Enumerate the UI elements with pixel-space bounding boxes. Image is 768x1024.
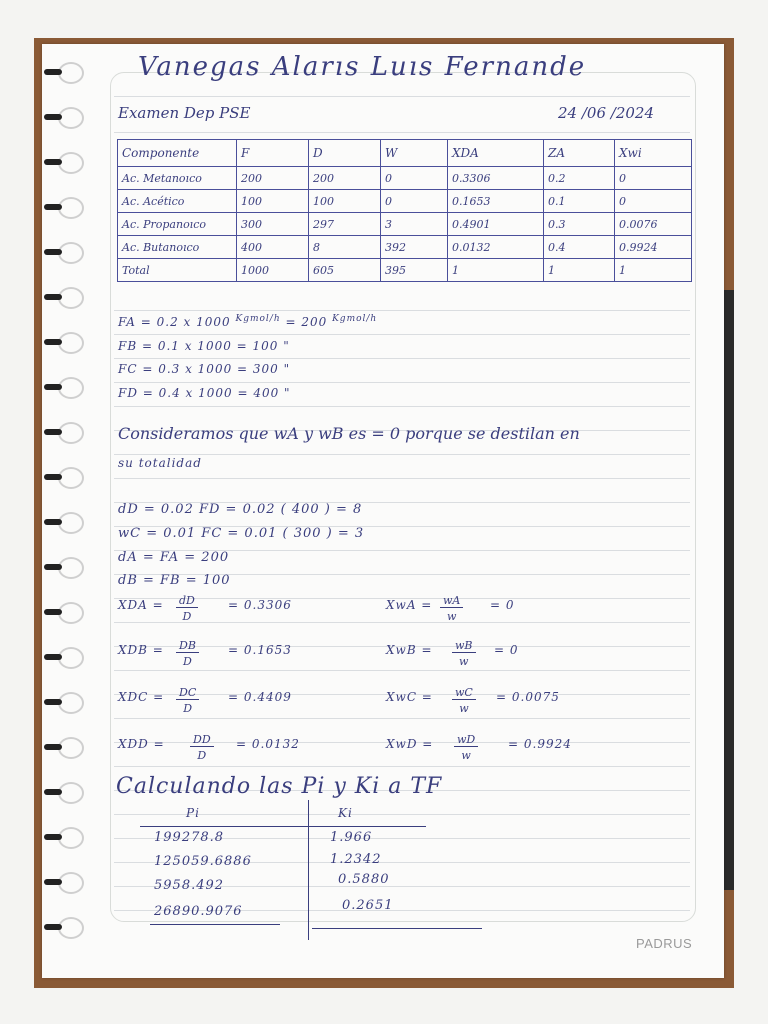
fraction-numerator: DB — [176, 639, 199, 653]
table-cell: 395 — [381, 259, 448, 282]
ki-value: 1.2342 — [330, 852, 382, 867]
binding-ring — [58, 872, 84, 894]
flow-fd: FD = 0.4 x 1000 = 400 " — [118, 386, 291, 400]
binding-ring — [58, 602, 84, 624]
table-cell: 1 — [448, 259, 544, 282]
table-cell: 8 — [309, 236, 381, 259]
table-row — [118, 190, 692, 213]
fraction — [190, 733, 214, 762]
table-cell: 0.3306 — [448, 167, 544, 190]
table-cell: 605 — [309, 259, 381, 282]
fraction — [176, 594, 198, 623]
table-cell: Ac. Propanoıco — [118, 213, 237, 236]
fraction-denominator: D — [183, 655, 192, 668]
fraction-label: XwD = — [386, 737, 434, 751]
spiral-binding — [40, 52, 90, 962]
fraction-numerator: DD — [190, 733, 214, 747]
flow-fa-eq: = 200 — [285, 315, 328, 329]
fraction-value: = 0.0075 — [496, 690, 560, 704]
fraction-value: = 0.1653 — [228, 643, 292, 657]
binding-ring — [58, 377, 84, 399]
binding-ring — [58, 62, 84, 84]
fraction-label: XwB = — [386, 643, 433, 657]
fraction-value: = 0 — [494, 643, 519, 657]
fraction-label: XwC = — [386, 690, 433, 704]
table-cell: 1 — [544, 259, 615, 282]
table-cell: 0.4901 — [448, 213, 544, 236]
consideration-line-1: Consideramos que wA y wB es = 0 porque se destilan en — [118, 424, 580, 443]
student-name: Vanegas Alarıs Luıs Fernande — [138, 52, 587, 82]
table-cell: 100 — [309, 190, 381, 213]
header-underline — [140, 826, 426, 827]
table-cell: 0.9924 — [615, 236, 692, 259]
fraction — [452, 686, 476, 715]
fraction-numerator: dD — [176, 594, 198, 608]
binding-ring — [58, 737, 84, 759]
calc-da: dA = FA = 200 — [118, 550, 230, 565]
fraction-denominator: D — [197, 749, 207, 762]
table-header-cell: W — [381, 140, 448, 167]
table-header-cell: ZA — [544, 140, 615, 167]
pi-value: 26890.9076 — [154, 904, 243, 919]
binding-ring — [58, 242, 84, 264]
table-cell: 0 — [381, 167, 448, 190]
fraction-numerator: DC — [176, 686, 199, 700]
notebook-brand-logo: PADRUS — [636, 936, 693, 951]
fraction — [440, 594, 463, 623]
binding-ring — [58, 107, 84, 129]
table-cell: Ac. Acético — [118, 190, 237, 213]
fraction-value: = 0.3306 — [228, 598, 292, 612]
exam-title: Examen Dep PSE — [118, 104, 251, 122]
fraction-numerator: wD — [454, 733, 478, 747]
binding-ring — [58, 557, 84, 579]
fraction-denominator: D — [183, 702, 193, 715]
table-header-cell: XDA — [448, 140, 544, 167]
table-cell: 0.2 — [544, 167, 615, 190]
composition-table — [117, 139, 692, 282]
flow-fa-left: FA = 0.2 x 1000 — [118, 315, 231, 329]
table-cell: 0 — [615, 167, 692, 190]
fraction-label: XDB = — [118, 643, 164, 657]
binding-ring — [58, 467, 84, 489]
table-header-row — [118, 140, 692, 167]
table-header-cell: F — [237, 140, 309, 167]
column-divider — [308, 800, 309, 940]
bottom-underline — [150, 924, 280, 925]
table-row — [118, 167, 692, 190]
fraction-denominator: w — [459, 702, 469, 715]
table-cell: 0.4 — [544, 236, 615, 259]
binding-ring — [58, 197, 84, 219]
fraction-denominator: w — [446, 610, 457, 623]
binding-ring — [58, 647, 84, 669]
table-cell: 297 — [309, 213, 381, 236]
table-cell: 400 — [237, 236, 309, 259]
fraction-label: XDC = — [118, 690, 165, 704]
binding-ring — [58, 782, 84, 804]
table-cell: Ac. Metanoıco — [118, 167, 237, 190]
table-cell: 200 — [309, 167, 381, 190]
bottom-underline — [312, 928, 482, 929]
fraction-numerator: wA — [440, 594, 463, 608]
calc-db: dB = FB = 100 — [118, 573, 231, 588]
binding-ring — [58, 917, 84, 939]
table-cell: 0.0132 — [448, 236, 544, 259]
binding-ring — [58, 332, 84, 354]
table-cell: Ac. Butanoıco — [118, 236, 237, 259]
consideration-line-2: su totalidad — [118, 456, 202, 470]
calc-wc: wC = 0.01 FC = 0.01 ( 300 ) = 3 — [118, 526, 365, 541]
ki-value: 0.2651 — [342, 898, 394, 913]
binding-ring — [58, 692, 84, 714]
binding-ring — [58, 287, 84, 309]
table-cell: 1000 — [237, 259, 309, 282]
table-header-cell: Componente — [118, 140, 237, 167]
fraction-numerator: wB — [452, 639, 476, 653]
table-header-cell: D — [309, 140, 381, 167]
fraction — [452, 639, 476, 668]
ki-header: Ki — [338, 806, 353, 820]
calc-dd: dD = 0.02 FD = 0.02 ( 400 ) = 8 — [118, 502, 363, 517]
fraction-denominator: w — [461, 749, 471, 762]
fraction-value: = 0 — [490, 598, 515, 612]
table-cell: 0.1653 — [448, 190, 544, 213]
ki-value: 1.966 — [330, 830, 373, 845]
fraction-value: = 0.0132 — [236, 737, 300, 751]
flow-fa — [118, 314, 377, 329]
table-cell: 392 — [381, 236, 448, 259]
table-row — [118, 213, 692, 236]
fraction-label: XDD = — [118, 737, 165, 751]
table-cell: 0.0076 — [615, 213, 692, 236]
binding-ring — [58, 512, 84, 534]
pi-value: 125059.6886 — [154, 854, 252, 869]
flow-fa-unit: Kgmol/h — [235, 314, 281, 324]
table-header-cell: Xwi — [615, 140, 692, 167]
table-cell: 100 — [237, 190, 309, 213]
fraction — [176, 686, 199, 715]
fraction — [176, 639, 199, 668]
table-cell: 0.3 — [544, 213, 615, 236]
fraction — [454, 733, 478, 762]
pi-value: 5958.492 — [154, 878, 225, 893]
table-cell: Total — [118, 259, 237, 282]
pi-value: 199278.8 — [154, 830, 225, 845]
binding-ring — [58, 422, 84, 444]
table-cell: 0 — [381, 190, 448, 213]
binding-ring — [58, 152, 84, 174]
table-cell: 3 — [381, 213, 448, 236]
table-cell: 300 — [237, 213, 309, 236]
pi-header: Pi — [186, 806, 200, 820]
fraction-denominator: w — [459, 655, 469, 668]
flow-fa-unit2: Kgmol/h — [332, 314, 378, 324]
table-total-row — [118, 259, 692, 282]
table-row — [118, 236, 692, 259]
section-title: Calculando las Pi y Ki a TF — [116, 774, 443, 799]
table-cell: 1 — [615, 259, 692, 282]
ki-value: 0.5880 — [338, 872, 390, 887]
table-cell: 0 — [615, 190, 692, 213]
table-cell: 200 — [237, 167, 309, 190]
fraction-denominator: D — [182, 610, 192, 623]
flow-fb: FB = 0.1 x 1000 = 100 " — [118, 339, 290, 353]
fraction-value: = 0.9924 — [508, 737, 572, 751]
table-cell: 0.1 — [544, 190, 615, 213]
fraction-label: XwA = — [386, 598, 433, 612]
fraction-label: XDA = — [118, 598, 164, 612]
fraction-value: = 0.4409 — [228, 690, 292, 704]
binding-ring — [58, 827, 84, 849]
fraction-numerator: wC — [452, 686, 476, 700]
exam-date: 24 /06 /2024 — [558, 104, 654, 122]
flow-fc: FC = 0.3 x 1000 = 300 " — [118, 362, 291, 376]
